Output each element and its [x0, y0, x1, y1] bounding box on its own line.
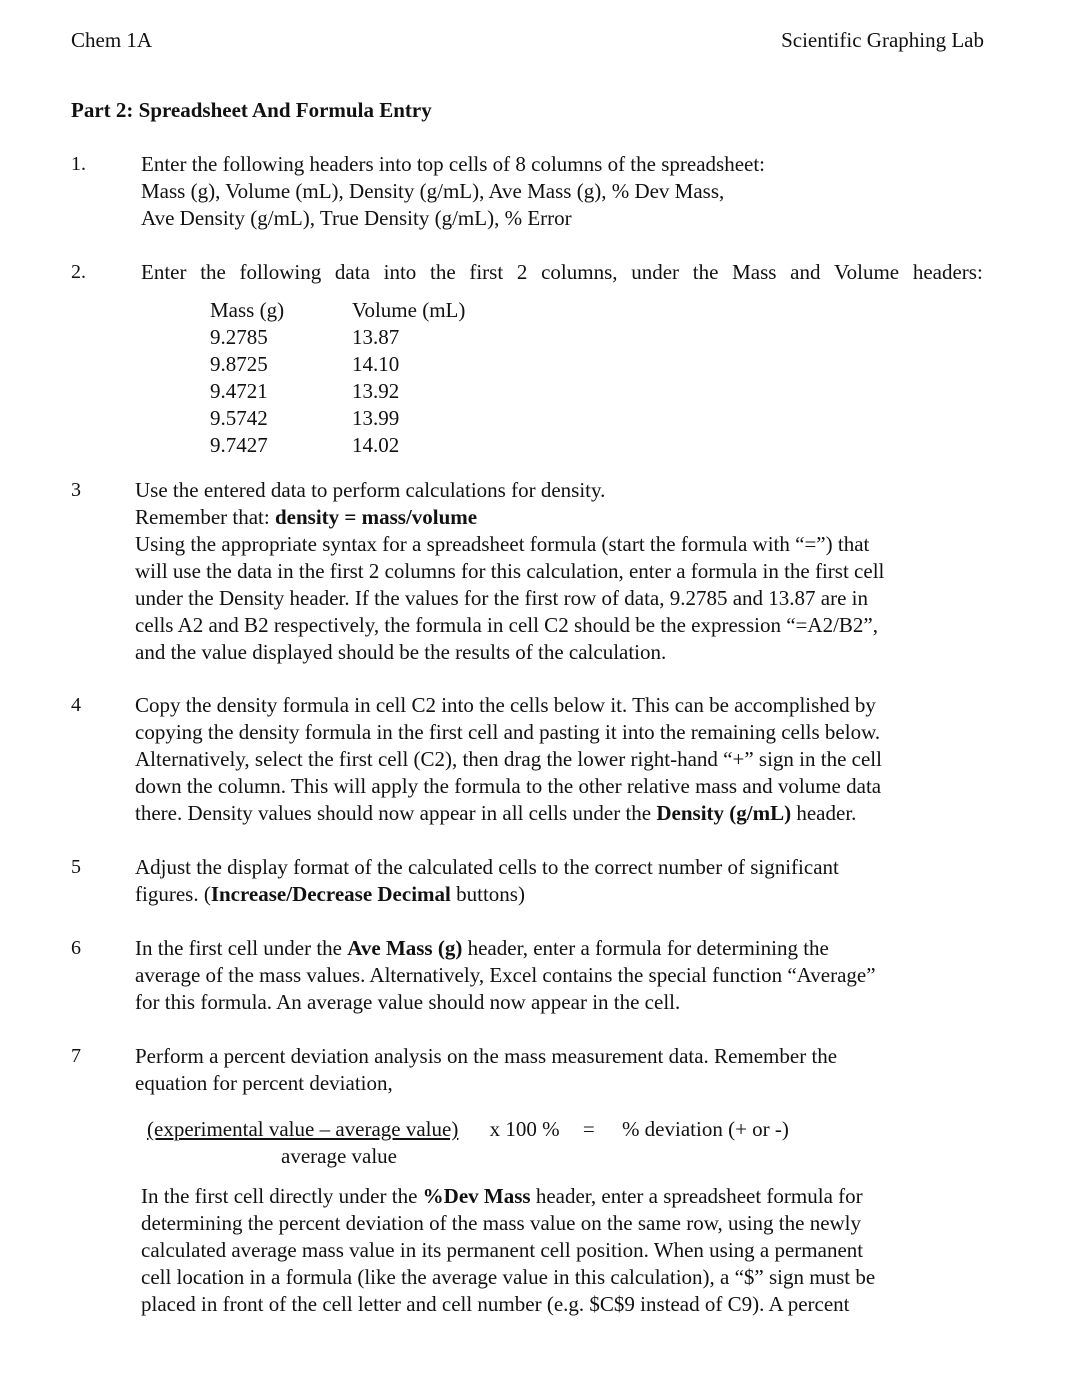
equation-result: % deviation (+ or -) [621, 1117, 789, 1141]
instruction-number: 3 [71, 479, 81, 501]
word: under [631, 260, 680, 284]
column-header-volume: Volume (mL) [352, 298, 466, 322]
instruction-number: 4 [71, 694, 81, 716]
mass-cell: 9.4721 [210, 379, 268, 403]
text-line: and the value displayed should be the results of the calculation. [135, 640, 667, 664]
equation-denominator: average value [281, 1144, 398, 1168]
decimal-buttons-ref: Increase/Decrease Decimal [210, 882, 451, 906]
instruction-number: 2. [71, 261, 86, 283]
justified-text-line [141, 259, 983, 286]
text-line: cells A2 and B2 respectively, the formula in cell C2 should be the expression “=A2/B2”, [135, 613, 878, 637]
text-line: will use the data in the first 2 columns for this calculation, enter a formula in the first cell [135, 559, 885, 583]
percent-deviation-instructions [141, 1183, 875, 1318]
text-line: equation for percent deviation, [135, 1071, 393, 1095]
volume-cell: 13.87 [352, 325, 400, 349]
word: the [429, 260, 456, 284]
instruction-text [135, 935, 876, 1016]
word: Volume [834, 260, 900, 284]
text-line [135, 800, 882, 827]
text-line [141, 1183, 875, 1210]
word: headers: [912, 260, 983, 284]
equation-numerator: (experimental value – average value) [147, 1117, 459, 1141]
word: Mass [732, 260, 777, 284]
table-row [210, 351, 465, 378]
word: columns, [541, 260, 618, 284]
instruction-number: 5 [71, 856, 81, 878]
volume-cell: 13.99 [352, 406, 400, 430]
text-line [135, 504, 884, 531]
word: into [383, 260, 417, 284]
table-row [210, 378, 465, 405]
text-span: figures. ( [135, 882, 211, 906]
text-span: In the first cell under the [135, 936, 348, 960]
instruction-text [135, 854, 839, 908]
dev-mass-header-ref: %Dev Mass [422, 1184, 531, 1208]
volume-cell: 13.92 [352, 379, 400, 403]
volume-cell: 14.02 [352, 433, 400, 457]
text-line: Copy the density formula in cell C2 into the cells below it. This can be accomplished by [135, 693, 876, 717]
header-lab-title: Scientific Graphing Lab [781, 28, 984, 52]
word: following [239, 260, 322, 284]
table-row [210, 324, 465, 351]
text-line: under the Density header. If the values for the first row of data, 9.2785 and 13.87 are in [135, 586, 869, 610]
text-line: Perform a percent deviation analysis on the mass measurement data. Remember the [135, 1044, 838, 1068]
column-header-mass: Mass (g) [210, 298, 285, 322]
text-line [135, 935, 876, 962]
instruction-number: 7 [71, 1045, 81, 1067]
instruction-text [135, 692, 882, 827]
table-header-row [210, 297, 465, 324]
text-span: In the first cell directly under the [141, 1184, 423, 1208]
text-line: Mass (g), Volume (mL), Density (g/mL), Ave Mass (g), % Dev Mass, [141, 179, 725, 203]
instruction-text [135, 477, 884, 666]
text-span: Remember that: [135, 505, 275, 529]
instruction-text [141, 151, 765, 232]
text-line: Adjust the display format of the calculated cells to the correct number of significant [135, 855, 839, 879]
header-course: Chem 1A [71, 28, 153, 52]
mass-cell: 9.5742 [210, 406, 268, 430]
text-line: calculated average mass value in its permanent cell position. When using a permanent [141, 1238, 864, 1262]
equation-multiplier: x 100 % [489, 1117, 560, 1141]
instruction-text [135, 1043, 837, 1097]
word: Enter [141, 260, 187, 284]
part-title: Part 2: Spreadsheet And Formula Entry [71, 98, 432, 122]
text-line: Ave Density (g/mL), True Density (g/mL), % Error [141, 206, 572, 230]
text-line: down the column. This will apply the formula to the other relative mass and volume data [135, 774, 882, 798]
word: the [200, 260, 226, 284]
text-span: there. Density values should now appear in all cells under the [135, 801, 657, 825]
instruction-number: 6 [71, 937, 81, 959]
mass-cell: 9.8725 [210, 352, 268, 376]
word: data [334, 260, 370, 284]
word: first [469, 260, 504, 284]
text-span: header, enter a spreadsheet formula for [530, 1184, 863, 1208]
density-header-ref: Density (g/mL) [656, 801, 792, 825]
mass-volume-table [210, 297, 465, 459]
text-span: header, enter a formula for determining the [462, 936, 829, 960]
text-line: Alternatively, select the first cell (C2), then drag the lower right-hand “+” sign in the cell [135, 747, 882, 771]
table-row [210, 405, 465, 432]
word: and [790, 260, 821, 284]
ave-mass-header-ref: Ave Mass (g) [347, 936, 463, 960]
text-span: buttons) [450, 882, 525, 906]
equation-equals: = [582, 1117, 595, 1141]
instruction-text [141, 259, 983, 286]
density-formula: density = mass/volume [274, 505, 478, 529]
text-line: placed in front of the cell letter and cell number (e.g. $C$9 instead of C9). A percent [141, 1292, 850, 1316]
text-line: determining the percent deviation of the mass value on the same row, using the newly [141, 1211, 862, 1235]
word: 2 [516, 260, 528, 284]
table-row [210, 432, 465, 459]
volume-cell: 14.10 [352, 352, 400, 376]
percent-deviation-equation [147, 1117, 789, 1168]
text-line: Enter the following headers into top cells of 8 columns of the spreadsheet: [141, 152, 766, 176]
mass-cell: 9.2785 [210, 325, 268, 349]
word: the [692, 260, 719, 284]
text-line: copying the density formula in the first cell and pasting it into the remaining cells below. [135, 720, 881, 744]
text-span: header. [791, 801, 857, 825]
mass-cell: 9.7427 [210, 433, 268, 457]
instruction-number: 1. [71, 153, 86, 175]
text-line [135, 881, 839, 908]
text-line: Use the entered data to perform calculations for density. [135, 478, 606, 502]
text-line: for this formula. An average value should now appear in the cell. [135, 990, 681, 1014]
text-line: average of the mass values. Alternatively, Excel contains the special function “Average” [135, 963, 876, 987]
text-line: Using the appropriate syntax for a spreadsheet formula (start the formula with “=”) that [135, 532, 870, 556]
text-line: cell location in a formula (like the average value in this calculation), a “$” sign must be [141, 1265, 876, 1289]
